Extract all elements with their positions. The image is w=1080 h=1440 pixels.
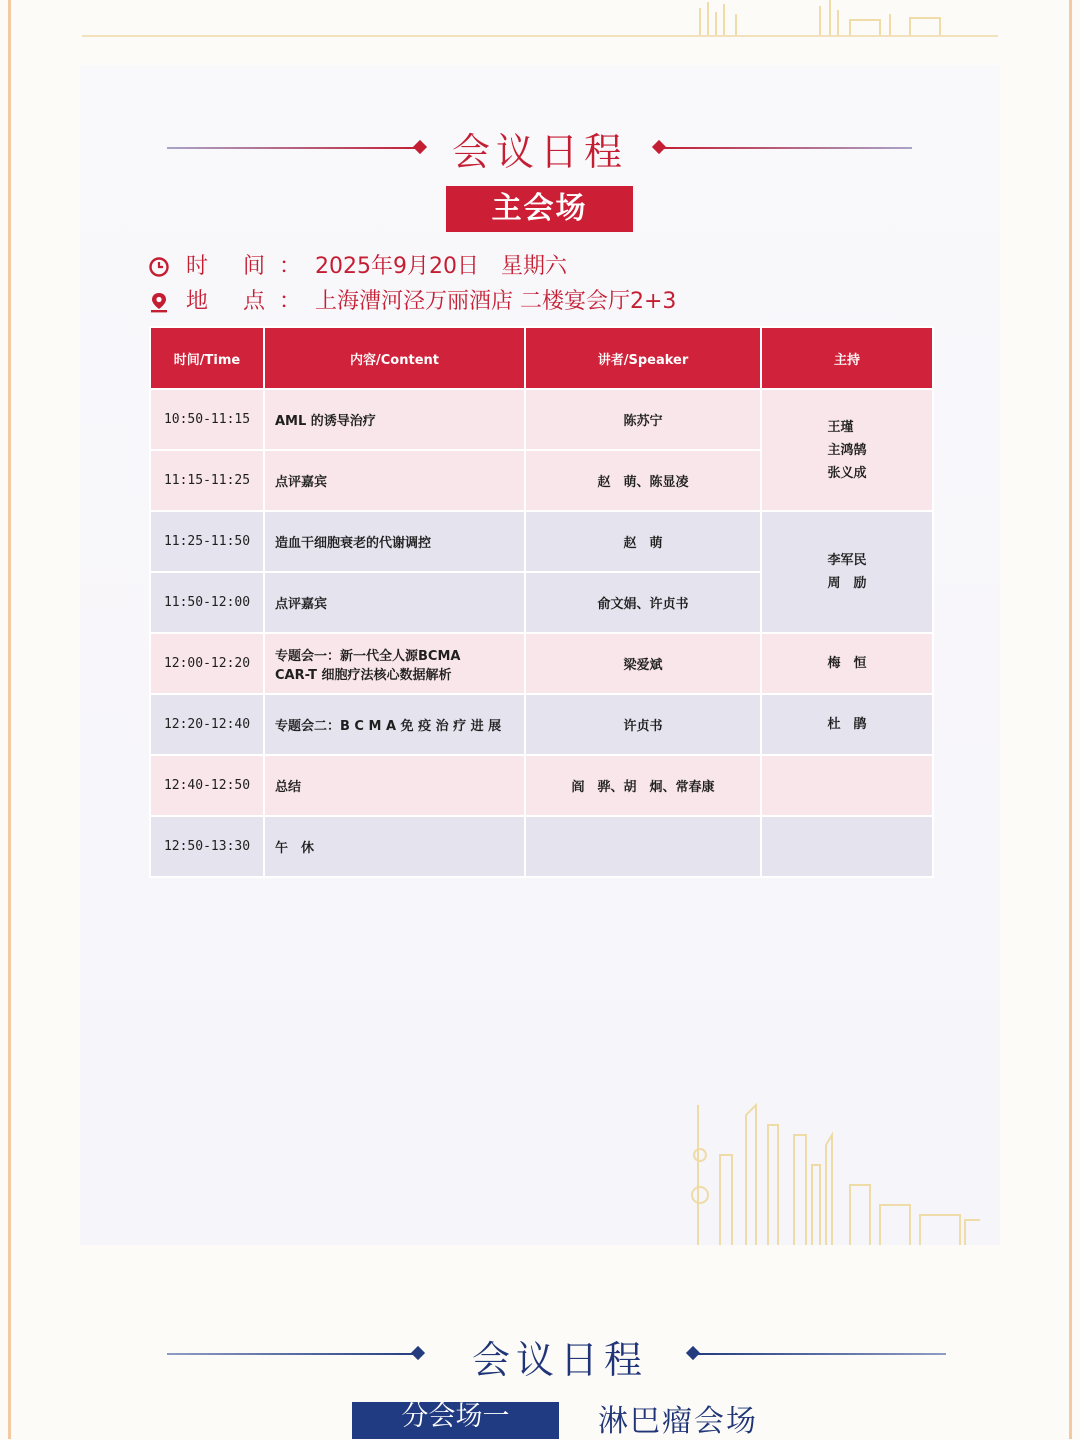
title-right-line [660,147,912,149]
header-speaker: 讲者/Speaker [525,327,761,389]
header-content: 内容/Content [264,327,525,389]
row-content-line: 专题会一：新一代全人源BCMA [275,648,461,664]
table-header-row [150,327,933,389]
title-left-diamond [413,140,427,154]
row-speaker [525,816,761,877]
row-time: 10:50-11:15 [150,389,264,450]
sub-venue-title: 淋巴瘤会场 [598,1404,758,1439]
title-left-diamond [411,1346,425,1360]
frame-right-border [1069,0,1072,1439]
row-host: 梅 恒 [761,633,933,694]
row-content: 午 休 [264,816,525,877]
row-content: 点评嘉宾 [264,572,525,633]
host-name: 王瑾 [827,419,854,435]
place-value: 上海漕河泾万丽酒店 二楼宴会厅2+3 [315,289,677,314]
row-speaker: 赵 萌、陈显凌 [525,450,761,511]
main-title-row [0,117,1080,177]
row-content-line: CAR-T 细胞疗法核心数据解析 [275,667,452,683]
title-left-line [167,147,422,149]
skyline-top-decoration [640,0,1000,36]
top-divider-line [82,35,998,37]
second-title-row [0,1325,1080,1385]
table-row [150,633,933,694]
host-name: 张义成 [827,465,867,481]
row-speaker: 许贞书 [525,694,761,755]
row-time: 11:50-12:00 [150,572,264,633]
row-time: 12:40-12:50 [150,755,264,816]
row-speaker: 阎 骅、胡 炯、常春康 [525,755,761,816]
table-row [150,511,933,572]
row-host [761,816,933,877]
place-label: 地 点： [186,289,315,314]
row-speaker: 陈苏宁 [525,389,761,450]
row-speaker: 赵 萌 [525,511,761,572]
sub-venue-badge: 分会场一 [352,1402,559,1439]
host-name: 李军民 [827,553,867,568]
row-speaker: 梁爱斌 [525,633,761,694]
table-row [150,816,933,877]
main-venue-badge: 主会场 [446,186,633,232]
row-host [761,511,933,633]
page-title: 会议日程 [451,130,628,174]
table-row [150,694,933,755]
row-host [761,755,933,816]
row-time: 12:50-13:30 [150,816,264,877]
time-info [148,250,567,284]
clock-icon [148,256,170,278]
row-host: 杜 鹃 [761,694,933,755]
header-time: 时间/Time [150,327,264,389]
location-info [148,285,676,319]
row-content: 总结 [264,755,525,816]
row-content: 专题会二：B C M A 免 疫 治 疗 进 展 [264,694,525,755]
row-time: 12:20-12:40 [150,694,264,755]
time-label: 时 间： [186,254,315,279]
title-left-line [167,1353,422,1355]
schedule-table [149,326,934,878]
row-time: 11:25-11:50 [150,511,264,572]
row-time: 12:00-12:20 [150,633,264,694]
row-host [761,389,933,511]
table-row [150,389,933,450]
row-content [264,633,525,694]
row-content: 点评嘉宾 [264,450,525,511]
header-host: 主持 [761,327,933,389]
row-speaker: 俞文娟、许贞书 [525,572,761,633]
row-content: 造血干细胞衰老的代谢调控 [264,511,525,572]
skyline-decoration [660,1095,990,1245]
time-value: 2025年9月20日 星期六 [315,254,567,279]
table-row [150,755,933,816]
row-content: AML 的诱导治疗 [264,389,525,450]
title-right-line [694,1353,946,1355]
row-time: 11:15-11:25 [150,450,264,511]
frame-left-border [8,0,11,1439]
host-name: 主鸿鹄 [827,442,867,458]
host-name: 周 励 [827,576,867,591]
section-title: 会议日程 [471,1338,648,1382]
location-pin-icon [148,291,170,313]
